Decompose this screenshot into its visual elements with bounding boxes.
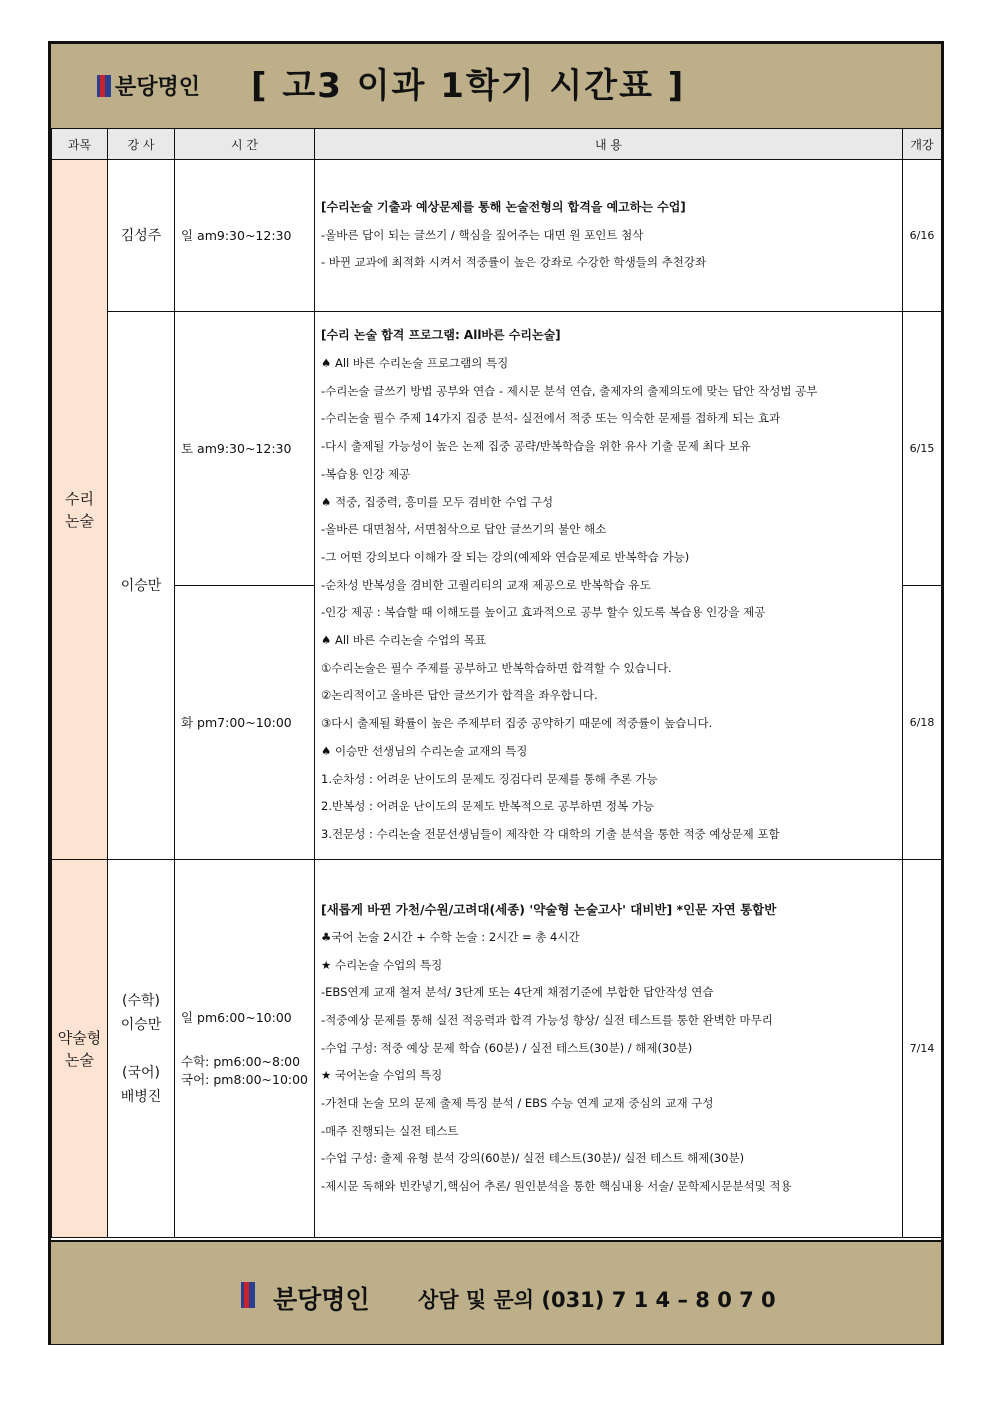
- content-line: ♠ All 바른 수리논술 수업의 목표: [321, 633, 487, 648]
- content-line: -적중예상 문제를 통해 실전 적응력과 합격 가능성 향상/ 실전 테스트를 통한 완벽한 마무리: [321, 1012, 773, 1027]
- content-line: ③다시 출제될 확률이 높은 주제부터 집중 공약하기 때문에 적중률이 높습니다.: [321, 716, 713, 731]
- timetable-frame: [48, 41, 944, 1345]
- content-line: 3.전문성 : 수리논술 전문선생님들이 제작한 각 대학의 기출 분석을 통한 적중 예상문제 포함: [321, 826, 780, 841]
- header-band: [51, 44, 941, 130]
- content-line: 1.순차성 : 어려운 난이도의 문제도 징검다리 문제를 통해 추론 가능: [321, 771, 658, 786]
- teacher-cell: (수학) 이승만 (국어) 배병진: [108, 860, 175, 1238]
- subject-cell: 수리 논술: [52, 160, 108, 860]
- content-line: 2.반복성 : 어려운 난이도의 문제도 반복적으로 공부하면 정복 가능: [321, 799, 654, 814]
- time-cell: 토 am9:30~12:30: [175, 312, 315, 586]
- subject-cell: 약술형 논술: [52, 860, 108, 1238]
- schedule-table: [51, 128, 942, 1238]
- time-cell: [175, 860, 315, 1238]
- teacher-cell: 김성주: [108, 160, 175, 312]
- col-header-content: 내 용: [315, 129, 903, 160]
- content-line: -그 어떤 강의보다 이해가 잘 되는 강의(예제와 연습문제로 반복학습 가능): [321, 549, 690, 564]
- open-date-cell: 6/15: [903, 312, 942, 586]
- time-line: 국어: pm8:00~10:00: [181, 1071, 309, 1087]
- content-line: -매주 진행되는 실전 테스트: [321, 1123, 459, 1138]
- table-row: [52, 160, 942, 312]
- open-date-cell: 7/14: [903, 860, 942, 1238]
- time-line: 일 pm6:00~10:00: [181, 1009, 292, 1025]
- content-line: ★ 국어논술 수업의 특징: [321, 1068, 443, 1083]
- content-line: ♠ 적중, 집중력, 흥미를 모두 겸비한 수업 구성: [321, 494, 554, 509]
- content-cell: [315, 312, 903, 860]
- content-line: -다시 출제될 가능성이 높은 논제 집중 공략/반복학습을 위한 유사 기출 문제 최다 보유: [321, 439, 751, 454]
- brand-logo-icon: [241, 1282, 255, 1308]
- content-line: ②논리적이고 올바른 답안 글쓰기가 합격을 좌우합니다.: [321, 688, 598, 703]
- time-cell: 화 pm7:00~10:00: [175, 586, 315, 860]
- brand-name: 분당명인: [115, 75, 201, 100]
- content-heading: [새롭게 바뀐 가천/수원/고려대(세종) '약술형 논술고사' 대비반] *인문 자연 통합반: [321, 902, 777, 918]
- content-line: -수리논술 글쓰기 방법 공부와 연습 - 제시문 분석 연습, 출제자의 출제의도에 맞는 답안 작성법 공부: [321, 383, 818, 398]
- col-header-subject: 과목: [52, 129, 108, 160]
- content-line: - 바뀐 교과에 최적화 시켜서 적중률이 높은 강좌로 수강한 학생들의 추천강좌: [321, 255, 707, 270]
- table-row: [52, 312, 942, 586]
- content-line: -EBS연계 교재 철저 분석/ 3단계 또는 4단계 채점기준에 부합한 답안작성 연습: [321, 985, 714, 1000]
- footer-band: [51, 1240, 941, 1344]
- content-line: -인강 제공 : 복습할 때 이해도를 높이고 효과적으로 공부 할수 있도록 복습용 인강을 제공: [321, 605, 766, 620]
- open-date-cell: 6/18: [903, 586, 942, 860]
- content-line: -가천대 논술 모의 문제 출제 특징 분석 / EBS 수능 연계 교재 중심의 교재 구성: [321, 1096, 714, 1111]
- content-line: -올바른 대면첨삭, 서면첨삭으로 답안 글쓰기의 불안 해소: [321, 522, 607, 537]
- page-title: [ 고3 이과 1학기 시간표 ]: [251, 66, 686, 106]
- footer-brand: 분당명인: [273, 1285, 370, 1314]
- contact-info: 상담 및 문의 (031) 7 1 4 – 8 0 7 0: [418, 1288, 776, 1312]
- content-heading: [수리논술 기출과 예상문제를 통해 논술전형의 합격을 예고하는 수업]: [321, 199, 686, 214]
- content-line: -제시문 독해와 빈칸넣기,핵심어 추론/ 원인분석을 통한 핵심내용 서술/ 문학제시문분석및 적용: [321, 1179, 792, 1194]
- content-line: -수업 구성: 출제 유형 분석 강의(60분)/ 실전 테스트(30분)/ 실전 테스트 해제(30분): [321, 1151, 745, 1166]
- brand-logo-icon: [97, 75, 111, 97]
- content-cell: [315, 860, 903, 1238]
- table-row: [52, 860, 942, 1238]
- teacher-cell: 이승만: [108, 312, 175, 860]
- content-line: -순차성 반복성을 겸비한 고퀄리티의 교재 제공으로 반복학습 유도: [321, 577, 651, 592]
- col-header-open: 개강: [903, 129, 942, 160]
- table-header-row: [52, 129, 942, 160]
- content-heading: [수리 논술 합격 프로그램: All바른 수리논술]: [321, 328, 561, 343]
- col-header-time: 시 간: [175, 129, 315, 160]
- time-cell: 일 am9:30~12:30: [175, 160, 315, 312]
- col-header-teacher: 강 사: [108, 129, 175, 160]
- content-line: ♣국어 논술 2시간 + 수학 논술 : 2시간 = 총 4시간: [321, 929, 580, 944]
- content-line: ①수리논술은 필수 주제를 공부하고 반복학습하면 합격할 수 있습니다.: [321, 660, 672, 675]
- content-line: ★ 수리논술 수업의 특징: [321, 957, 443, 972]
- time-line: 수학: pm6:00~8:00: [181, 1053, 301, 1069]
- content-line: ♠ 이승만 선생님의 수리논술 교재의 특징: [321, 743, 528, 758]
- content-line: -복습용 인강 제공: [321, 466, 411, 481]
- content-line: ♠ All 바른 수리논술 프로그램의 특징: [321, 356, 509, 371]
- open-date-cell: 6/16: [903, 160, 942, 312]
- content-line: -수리논술 필수 주제 14가지 집중 분석- 실전에서 적중 또는 익숙한 문제를 접하게 되는 효과: [321, 411, 781, 426]
- content-cell: [315, 160, 903, 312]
- content-line: -수업 구성: 적중 예상 문제 학습 (60분) / 실전 테스트(30분) / 해제(30분): [321, 1040, 693, 1055]
- content-line: -올바른 답이 되는 글쓰기 / 핵심을 짚어주는 대면 원 포인트 첨삭: [321, 227, 644, 242]
